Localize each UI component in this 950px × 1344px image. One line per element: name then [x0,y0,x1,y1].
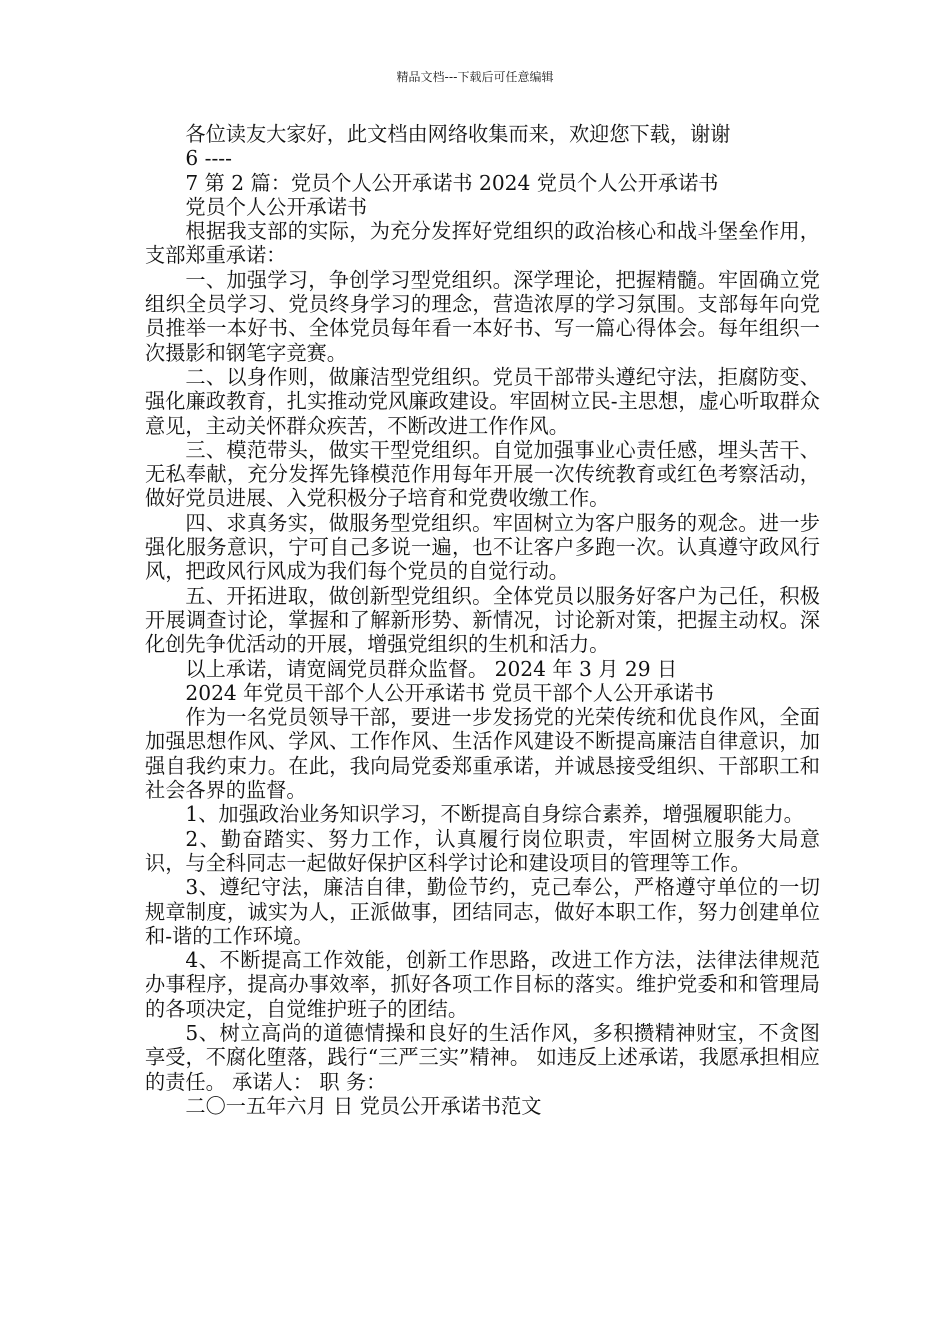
paragraph: 3、遵纪守法，廉洁自律，勤俭节约，克己奉公，严格遵守单位的一切规章制度，诚实为人，正派做事，团结同志，做好本职工作，努力创建单位和-谐的工作环境。 [145,875,820,948]
document-body [145,122,820,1118]
paragraph: 6 ---- [185,146,232,171]
paragraph: 1、加强政治业务知识学习，不断提高自身综合素养，增强履职能力。 [185,802,804,827]
paragraph: 四、求真务实，做服务型党组织。牢固树立为客户服务的观念。进一步强化服务意识，宁可自己多说一遍，也不让客户多跑一次。认真遵守政风行风，把政风行风成为我们每个党员的自觉行动。 [145,510,820,584]
paragraph: 4、不断提高工作效能，创新工作思路，改进工作方法，法律法律规范办事程序，提高办事效率，抓好各项工作目标的落实。维护党委和和管理局的各项决定，自觉维护班子的团结。 [145,948,820,1021]
paragraph: 2024 年党员干部个人公开承诺书 党员干部个人公开承诺书 [185,680,714,705]
paragraph: 一、加强学习，争创学习型党组织。深学理论，把握精髓。牢固确立党组织全员学习、党员终身学习的理念，营造浓厚的学习氛围。支部每年向党员推举一本好书、全体党员每年看一本好书、写一篇心得体会。每年组织一次摄影和钢笔字竞赛。 [145,267,820,365]
paragraph: 二〇一五年六月 日 党员公开承诺书范文 [185,1093,542,1118]
paragraph: 三、模范带头，做实干型党组织。自觉加强事业心责任感，埋头苦干、无私奉献，充分发挥先锋模范作用每年开展一次传统教育或红色考察活动，做好党员进展、入党积极分子培育和党费收缴工作。 [145,437,820,511]
paragraph: 7 第 2 篇：党员个人公开承诺书 2024 党员个人公开承诺书 [185,170,719,195]
paragraph: 二、以身作则，做廉洁型党组织。党员干部带头遵纪守法，拒腐防变、强化廉政教育，扎实推动党风廉政建设。牢固树立民-主思想，虚心听取群众意见，主动关怀群众疾苦，不断改进工作作风。 [145,364,820,438]
paragraph: 党员个人公开承诺书 [185,194,368,219]
paragraph: 作为一名党员领导干部，要进一步发扬党的光荣传统和优良作风，全面加强思想作风、学风、工作作风、生活作风建设不断提高廉洁自律意识，加强自我约束力。在此，我向局党委郑重承诺，并诚恳接受组织、干部职工和社会各界的监督。 [145,705,820,803]
paragraph: 五、开拓进取，做创新型党组织。全体党员以服务好客户为己任，积极开展调查讨论，掌握和了解新形势、新情况，讨论新对策，把握主动权。深化创先争优活动的开展，增强党组织的生机和活力。 [145,583,820,657]
paragraph: 5、树立高尚的道德情操和良好的生活作风，多积攒精神财宝，不贪图享受，不腐化堕落，践行“三严三实”精神。 如违反上述承诺，我愿承担相应的责任。 承诺人： 职 务： [145,1020,820,1094]
page-header: 精品文档---下载后可任意编辑 [396,70,554,84]
paragraph: 根据我支部的实际，为充分发挥好党组织的政治核心和战斗堡垒作用，支部郑重承诺： [145,219,820,268]
paragraph: 以上承诺，请宽阔党员群众监督。 2024 年 3 月 29 日 [185,656,678,681]
paragraph: 2、勤奋踏实、努力工作，认真履行岗位职责，牢固树立服务大局意识，与全科同志一起做好保护区科学讨论和建设项目的管理等工作。 [145,826,820,875]
paragraph: 各位读友大家好，此文档由网络收集而来，欢迎您下载，谢谢 [185,122,731,146]
